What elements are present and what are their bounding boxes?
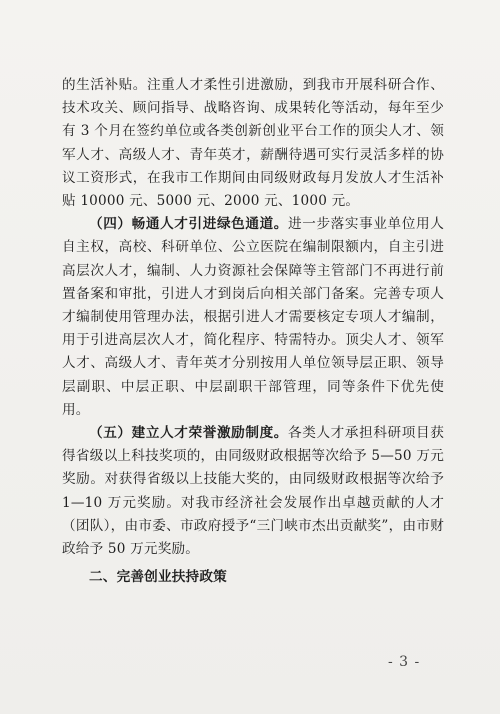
paragraph-2-text: 进一步落实事业单位用人自主权，高校、科研单位、公立医院在编制限额内，自主引进高层次人才，编制、人力资源社会保障等主管部门不再进行前置备案和审批，引进人才到岗后向相关部门备案。完善专项人才编制使用管理办法，根据引进人才需要核定专项人才编制，用于引进高层次人才，简化程序、特需特办。顶尖人才、领军人才、高级人才、青年英才分别按用人单位领导层正职、领导层副职、中层正职、中层副职干部管理，同等条件下优先使用。 [62, 216, 444, 418]
paragraph-3-heading: （五）建立人才荣誉激励制度。 [89, 425, 289, 442]
paragraph-2 [62, 213, 444, 422]
document-body [62, 74, 444, 589]
paragraph-3 [62, 422, 444, 561]
paragraph-3-text: 各类人才承担科研项目获得省级以上科技奖项的，由同级财政根据等次给予 5—50 万元奖励。对获得省级以上技能大奖的，由同级财政根据等次给予 1—10 万元奖励。对我市经济社会发展作出卓越贡献的人才（团队），由市委、市政府授予“三门峡市杰出贡献奖”，由市财政给予 50 万元奖励。 [62, 425, 444, 558]
section-title: 二、完善创业扶持政策 [89, 569, 227, 586]
page-number: - 3 - [388, 654, 421, 670]
paragraph-1 [62, 74, 444, 213]
paragraph-1-text: 的生活补贴。注重人才柔性引进激励，到我市开展科研合作、技术攻关、顾问指导、战略咨询、成果转化等活动，每年至少有 3 个月在签约单位或各类创新创业平台工作的顶尖人才、领军人才、高级人才、青年英才，薪酬待遇可实行灵活多样的协议工资形式，在我市工作期间由同级财政每月发放人才生活补贴 10000 元、5000 元、2000 元、1000 元。 [62, 77, 444, 210]
paragraph-2-heading: （四）畅通人才引进绿色通道。 [89, 216, 289, 233]
